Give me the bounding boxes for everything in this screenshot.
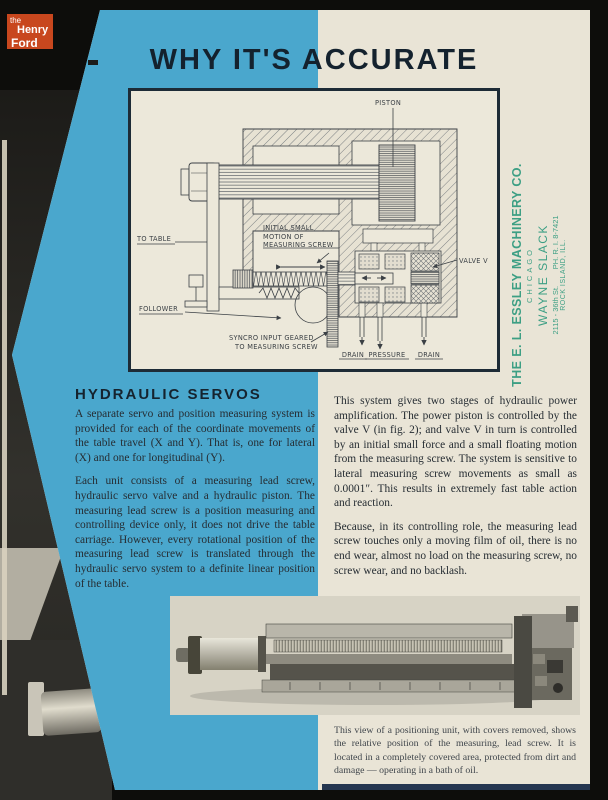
label-initial-1: INITIAL SMALL [263,224,314,232]
unit-end-plate [514,616,532,708]
unit-flange [188,636,202,674]
logo-line-henry: Henry [17,24,49,36]
underlying-page-edge [2,140,7,695]
unit-cylinder [200,638,262,670]
oil-passage [363,229,433,243]
label-valve-v: VALVE V [459,257,488,265]
follower-plate [207,163,219,311]
dealer-rubber-stamp [510,154,580,396]
stamp-city: CHICAGO [525,247,535,304]
page-title: WHY IT'S ACCURATE [149,44,479,76]
label-follower: FOLLOWER [139,305,178,313]
valve-block [385,254,405,269]
follower-leader [185,312,281,318]
hydraulic-servo-diagram [128,88,500,372]
unit-base-bar [262,680,524,692]
label-drain-right: DRAIN [417,351,441,359]
follower-loop [295,287,331,323]
stamp-location: ROCK ISLAND, ILL. [560,239,568,311]
title-tick-mark [88,60,98,65]
valve-v-spool [411,272,439,284]
diagram-drawing [131,91,497,369]
unit-lower-body [270,664,520,680]
unit-lead-screw [274,640,502,652]
right-paragraph-1: This system gives two stages of hydraulic power amplification. The power piston is controlled by the valve V (in fig. 2); and valve V in turn is controlled by an initial small force and a small floating motion from the measuring screw. The system is sensitive to lateral measuring screw movements as small as 0.0001″. This results in extremely fast table action and reaction. [334,395,577,510]
stamp-address: 2115 - 36th St. PH. R. I. 8-7421 [550,215,560,335]
left-paragraph-1: A separate servo and position measuring system is provided for each of the coordinate movements of the table travel (X and Y). That is, one for lateral (X) and one for longitudinal (Y). [75,408,315,464]
bottom-page-edge [322,784,590,790]
right-column [334,394,577,587]
section-heading: HYDRAULIC SERVOS [75,386,262,403]
unit-ring [258,636,266,672]
drain-channel [421,303,427,317]
stamp-name: WAYNE SLACK [536,224,550,326]
label-pressure: PRESSURE [368,351,406,359]
adjuster-base [185,301,207,307]
positioning-unit-illustration [170,596,580,715]
label-piston: PISTON [375,99,402,107]
label-to-table: TO TABLE [137,235,172,243]
piston-rod [216,165,379,199]
pressure-channel [377,303,383,317]
adjuster-knob [189,275,203,287]
left-paragraph-2: Each unit consists of a measuring lead screw, hydraulic servo valve and a hydraulic piston. The measuring lead screw is a position measuring and controlling device only, it does not drive the table carriage. However, every rotational position of the measuring lead screw is translated through the hydraulic servo system to a definite linear position of the table. [75,475,315,590]
label-syncro-1: SYNCRO INPUT GEARED [229,334,314,342]
right-paragraph-2: Because, in its controlling role, the measuring lead screw touches only a moving film of oil, there is no end wear, almost no load on the measuring screw, no screw wear, and no backlash. [334,520,577,577]
unit-knob [553,683,563,693]
piston [379,145,415,221]
unit-mid-bar [266,654,512,664]
drain-channel [359,303,365,317]
logo-line-the: the [10,16,22,25]
syncro-gear [327,261,338,347]
label-drain-left: DRAIN [341,351,365,359]
unit-tip [176,648,190,662]
unit-gearbox-detail [547,660,563,673]
measuring-lead-screw [253,272,327,286]
valve-seat [411,285,439,303]
henry-ford-logo [7,14,53,49]
valve-spool-bar [355,273,393,284]
logo-line-ford: Ford [11,36,38,49]
valve-block [359,287,379,302]
bolt-cap [181,169,189,195]
photo-caption: This view of a positioning unit, with covers removed, shows the relative position of the measuring, lead screw. It is located in a completely covered area, protected from dirt and damage — operating in a bath of oil. [334,725,576,777]
unit-gearbox-detail [533,654,545,664]
valve-block [359,254,379,269]
label-syncro-2: TO MEASURING SCREW [235,343,318,351]
screw-extension [338,272,355,285]
positioning-unit-photo [170,596,580,715]
screw-head [233,270,253,288]
stamp-company: THE E. L. ESSLEY MACHINERY CO. [510,163,524,387]
left-column [75,407,315,600]
label-initial-2: MOTION OF [263,233,304,241]
valve-seat [411,253,439,271]
underlying-photo-cylinder [41,688,102,736]
unit-cap [566,606,578,622]
unit-top-rail [266,624,512,638]
unit-gearbox-detail [535,676,547,686]
label-initial-3: MEASURING SCREW [263,241,334,249]
valve-block [385,287,405,302]
